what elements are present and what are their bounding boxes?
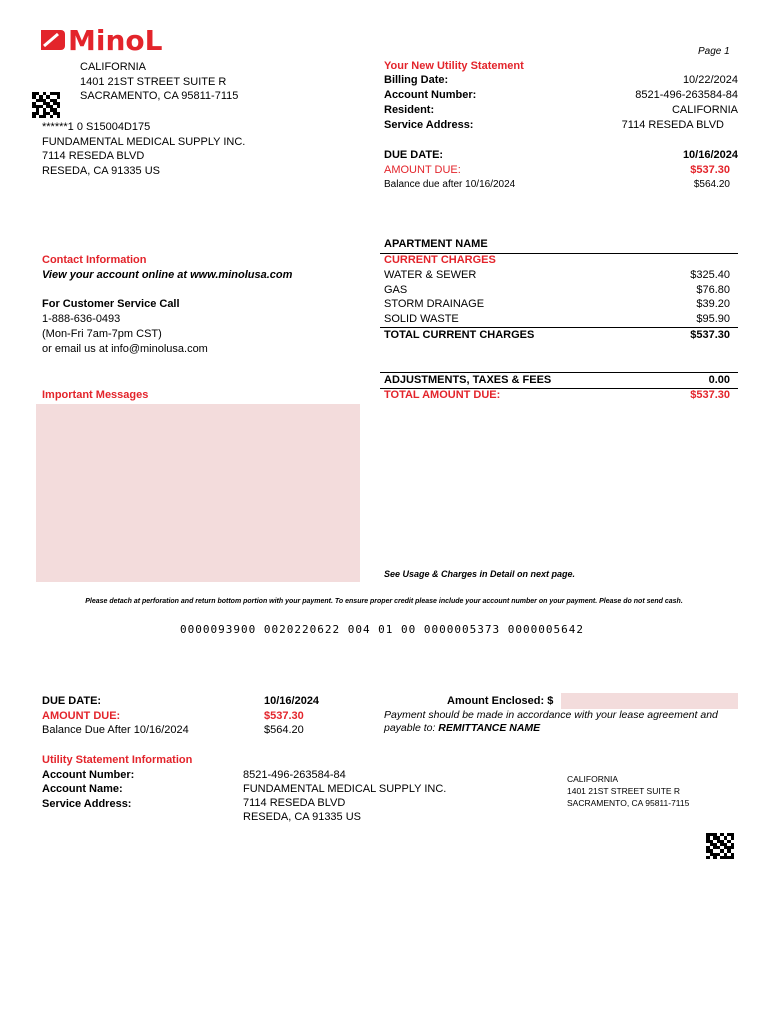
- adjustments-value: 0.00: [708, 374, 730, 386]
- recipient-name: FUNDAMENTAL MEDICAL SUPPLY INC.: [42, 135, 246, 148]
- customer-service-hours: (Mon-Fri 7am-7pm CST): [42, 328, 162, 340]
- charge-row: [384, 284, 738, 299]
- sender-line2: 1401 21ST STREET SUITE R: [80, 75, 227, 88]
- service-address-label: Service Address:: [384, 119, 474, 131]
- return-line2: 1401 21ST STREET SUITE R: [567, 786, 681, 796]
- account-number-value: 8521-496-263584-84: [635, 89, 738, 101]
- total-current-charges-label: TOTAL CURRENT CHARGES: [384, 329, 535, 341]
- due-date-value: 10/16/2024: [682, 149, 738, 161]
- balance-after-value: $564.20: [693, 179, 730, 190]
- total-amount-due-label: TOTAL AMOUNT DUE:: [384, 389, 501, 401]
- customer-service-email: or email us at info@minolusa.com: [42, 343, 208, 355]
- remit-balance-value: $564.20: [264, 724, 304, 736]
- amount-enclosed-label: Amount Enclosed: $: [447, 695, 554, 707]
- adjustments-row: [384, 374, 738, 389]
- qr-code-icon: [706, 833, 734, 859]
- charge-name: WATER & SEWER: [384, 269, 477, 281]
- contact-title: Contact Information: [42, 254, 147, 266]
- recipient-street: 7114 RESEDA BLVD: [42, 150, 145, 162]
- payable-label: payable to:: [384, 722, 436, 734]
- qr-code-icon: [32, 92, 60, 118]
- info-service-city: RESEDA, CA 91335 US: [243, 811, 362, 823]
- total-current-charges-value: $537.30: [690, 329, 730, 341]
- recipient-code: ******1 0 S15004D175: [42, 121, 151, 133]
- amount-due-row: [384, 164, 738, 179]
- logo-mark: [38, 26, 230, 54]
- charge-name: SOLID WASTE: [384, 313, 459, 325]
- due-date-label: DUE DATE:: [384, 149, 444, 161]
- sender-line3: SACRAMENTO, CA 95811-7115: [80, 90, 239, 102]
- page-number: Page 1: [698, 46, 730, 57]
- due-date-row: [384, 149, 738, 164]
- info-account-number-label: Account Number:: [42, 769, 135, 781]
- return-line3: SACRAMENTO, CA 95811-7115: [567, 798, 690, 808]
- apartment-name: APARTMENT NAME: [384, 238, 488, 250]
- remit-amount-due-value: $537.30: [264, 710, 304, 722]
- amount-due-value: $537.30: [690, 164, 730, 176]
- total-amount-due-row: [384, 389, 738, 404]
- resident-label: Resident:: [384, 104, 435, 116]
- charge-amount: $76.80: [696, 284, 730, 296]
- info-account-number-value: 8521-496-263584-84: [243, 769, 346, 781]
- company-logo: [38, 26, 230, 54]
- remit-balance-label: Balance Due After 10/16/2024: [42, 724, 189, 736]
- amount-enclosed-input[interactable]: [561, 693, 738, 709]
- payable-to: REMITTANCE NAME: [438, 722, 541, 734]
- sender-line1: CALIFORNIA: [80, 61, 147, 73]
- info-title: Utility Statement Information: [42, 754, 193, 766]
- charge-row: [384, 269, 738, 284]
- billing-date-value: 10/22/2024: [682, 74, 738, 86]
- return-address: [567, 773, 689, 809]
- service-address-value: 7114 RESEDA BLVD: [621, 119, 724, 131]
- resident-value: CALIFORNIA: [671, 104, 738, 116]
- info-service-address-label: Service Address:: [42, 798, 132, 810]
- info-account-name-value: FUNDAMENTAL MEDICAL SUPPLY INC.: [243, 783, 447, 795]
- amount-due-label: AMOUNT DUE:: [384, 164, 461, 176]
- billing-date-label: Billing Date:: [384, 74, 449, 86]
- recipient-city: RESEDA, CA 91335 US: [42, 164, 161, 177]
- total-amount-due-value: $537.30: [690, 389, 730, 401]
- charge-row: [384, 313, 738, 328]
- payable-line: [384, 722, 540, 734]
- resident-row: [384, 104, 738, 119]
- statement-title: Your New Utility Statement: [384, 60, 524, 72]
- charge-amount: $39.20: [696, 298, 730, 310]
- info-account-name-label: Account Name:: [42, 783, 123, 795]
- payment-note: Payment should be made in accordance with your lease agreement and: [384, 709, 718, 721]
- account-number-row: [384, 89, 738, 104]
- contact-online: View your account online at www.minolusa.com: [42, 269, 293, 281]
- billing-date-row: [384, 74, 738, 89]
- account-number-label: Account Number:: [384, 89, 477, 101]
- sender-address: [80, 60, 238, 104]
- divider: [380, 372, 738, 373]
- important-messages-title: Important Messages: [42, 389, 149, 401]
- logo-text: MinoL: [68, 26, 163, 54]
- charge-name: GAS: [384, 284, 408, 296]
- ocr-scan-line: 0000093900 0020220622 004 01 00 0000005373 0000005642: [180, 623, 584, 636]
- info-service-street: 7114 RESEDA BLVD: [243, 797, 346, 809]
- divider: [380, 327, 738, 328]
- charge-name: STORM DRAINAGE: [384, 298, 485, 310]
- service-address-row: [384, 119, 738, 134]
- charge-row: [384, 298, 738, 313]
- customer-service-phone: 1-888-636-0493: [42, 313, 121, 325]
- remit-amount-due-label: AMOUNT DUE:: [42, 710, 121, 722]
- return-line1: CALIFORNIA: [567, 774, 619, 784]
- balance-after-label: Balance due after 10/16/2024: [384, 179, 516, 190]
- adjustments-label: ADJUSTMENTS, TAXES & FEES: [384, 374, 552, 386]
- charge-amount: $95.90: [696, 313, 730, 325]
- charge-amount: $325.40: [690, 269, 730, 281]
- total-current-charges-row: [384, 329, 738, 344]
- recipient-address: [42, 120, 245, 178]
- important-messages-box: [36, 404, 360, 582]
- remit-due-date-value: 10/16/2024: [264, 695, 320, 707]
- balance-after-row: [384, 179, 738, 194]
- detach-note: Please detach at perforation and return bottom portion with your payment. To ensure proper credit please include your account number on your payment. Please do not send cash.: [85, 598, 683, 605]
- see-detail-note: See Usage & Charges in Detail on next page.: [384, 569, 576, 579]
- customer-service-title: For Customer Service Call: [42, 298, 180, 310]
- current-charges-label: CURRENT CHARGES: [384, 254, 496, 266]
- remit-due-date-label: DUE DATE:: [42, 695, 102, 707]
